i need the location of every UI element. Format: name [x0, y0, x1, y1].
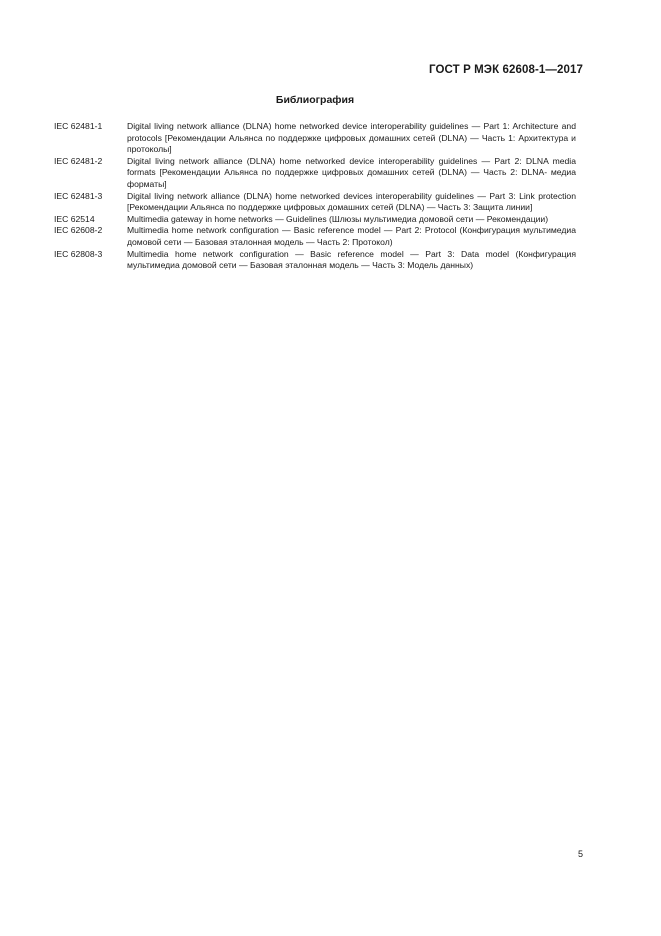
- page-number: 5: [577, 849, 583, 859]
- bibliography-entry: [54, 225, 576, 248]
- bibliography-text: Digital living network alliance (DLNA) home networked device interoperability guidelines — Part 1: Architecture and protocols [Рекомендации Альянса по поддержке цифровых домашних сетей (DLNA) — Часть 1: Архитектура и протоколы]: [127, 121, 576, 155]
- bibliography-ref: IEC 62608-2: [54, 225, 103, 236]
- bibliography-list: [54, 121, 576, 272]
- standard-code-header: ГОСТ Р МЭК 62608-1—2017: [429, 64, 583, 76]
- bibliography-entry: [54, 191, 576, 214]
- bibliography-entry: [54, 249, 576, 272]
- bibliography-entry: [54, 121, 576, 156]
- bibliography-ref: IEC 62514: [54, 213, 95, 224]
- bibliography-ref: IEC 62808-3: [54, 248, 103, 259]
- bibliography-ref: IEC 62481-3: [54, 190, 103, 201]
- bibliography-text: Digital living network alliance (DLNA) home networked device interoperability guidelines — Part 2: DLNA media formats [Рекомендации Альянса по поддержке цифровых домашних сетей (DLNA) — Часть 2: DLNA- медиа форматы]: [127, 155, 576, 189]
- bibliography-ref: IEC 62481-2: [54, 155, 103, 166]
- bibliography-entry: [54, 214, 576, 226]
- bibliography-text: Multimedia home network configuration — Basic reference model — Part 2: Protocol (Конфигурация мультимедиа домовой сети — Базовая эталонная модель — Часть 2: Протокол): [127, 225, 576, 247]
- bibliography-text: Multimedia home network configuration — Basic reference model — Part 3: Data model (Конфигурация мультимедиа домовой сети — Базовая эталонная модель — Часть 3: Модель данных): [127, 248, 576, 271]
- bibliography-text: Multimedia gateway in home networks — Guidelines (Шлюзы мультимедиа домовой сети — Рекомендации): [127, 213, 549, 224]
- bibliography-title: Библиография: [275, 94, 355, 106]
- bibliography-text: Digital living network alliance (DLNA) home networked devices interoperability guidelines — Part 3: Link protection [Рекомендации Альянса по поддержке цифровых домашних сетей (DLNA) — Часть 3: Защита линии]: [127, 190, 576, 213]
- bibliography-ref: IEC 62481-1: [54, 121, 103, 131]
- bibliography-entry: [54, 156, 576, 191]
